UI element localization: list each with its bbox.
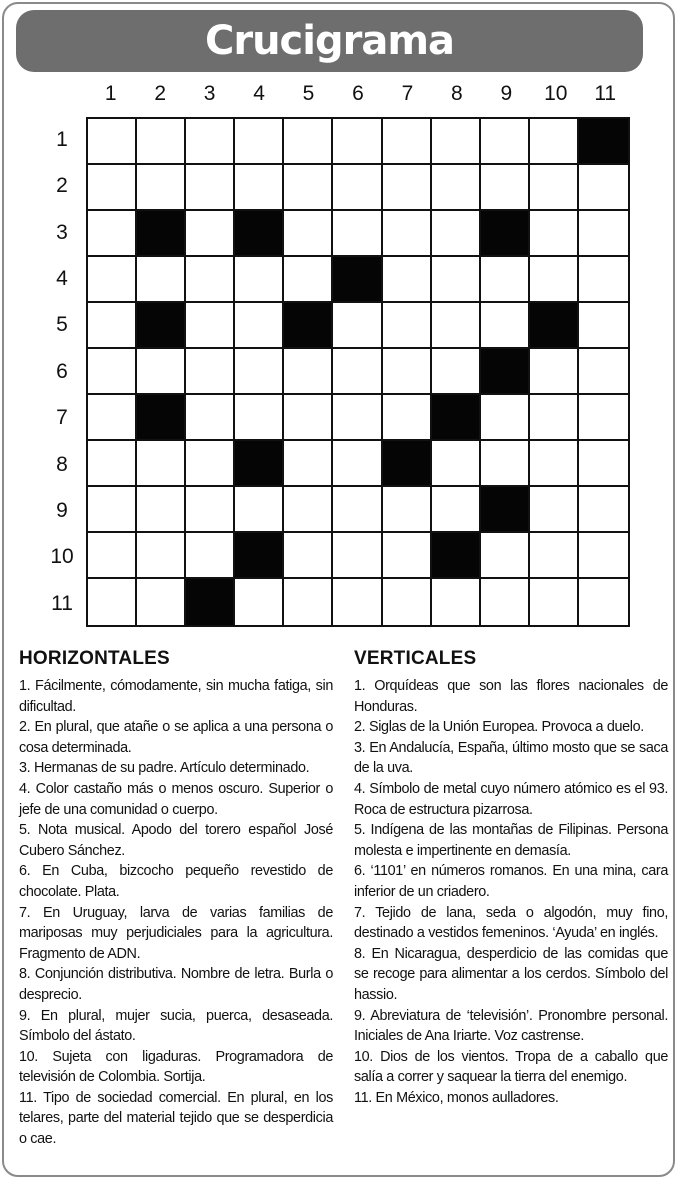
grid-cell[interactable] [530, 579, 579, 625]
grid-cell[interactable] [284, 395, 333, 441]
grid-cell[interactable] [383, 579, 432, 625]
grid-cell[interactable] [383, 211, 432, 257]
grid-cell[interactable] [284, 257, 333, 303]
grid-cell[interactable] [137, 349, 186, 395]
clue-item: 8. Conjunción distributiva. Nombre de letra. Burla o desprecio. [19, 966, 333, 1003]
clue-item: 10. Sujeta con ligaduras. Programadora de televisión de Colombia. Sortija. [19, 1048, 333, 1086]
black-cell [186, 579, 235, 625]
black-cell [284, 303, 333, 349]
clue-item: 6. ‘1101’ en números romanos. En una mina, cara inferior de un criadero. [354, 863, 668, 900]
row-number: 9 [56, 498, 68, 522]
black-cell [235, 441, 284, 487]
grid-cell[interactable] [186, 487, 235, 533]
clue-item: 7. En Uruguay, larva de varias familias de mariposas muy perjudiciales para la agricultura. Fragmento de ADN. [19, 904, 333, 962]
grid-cell[interactable] [481, 395, 530, 441]
grid-cell[interactable] [235, 487, 284, 533]
grid-cell[interactable] [186, 119, 235, 165]
black-cell [235, 211, 284, 257]
grid-cell[interactable] [481, 533, 530, 579]
black-cell [432, 533, 481, 579]
grid-cell[interactable] [383, 487, 432, 533]
crossword-grid [86, 117, 630, 627]
grid-cell[interactable] [481, 579, 530, 625]
vertical-clue-list [354, 676, 668, 1108]
clue-item: 2. En plural, que atañe o se aplica a una persona o cosa determinada. [19, 719, 333, 756]
clue-item: 9. Abreviatura de ‘televisión’. Pronombre personal. Iniciales de Ana Iriarte. Voz castrense. [354, 1007, 668, 1045]
row-number: 6 [56, 359, 68, 383]
row-number: 11 [51, 591, 73, 615]
grid-cell[interactable] [333, 487, 382, 533]
grid-cell[interactable] [383, 165, 432, 211]
clue-item: 3. En Andalucía, España, último mosto que se saca de la uva. [354, 739, 668, 777]
grid-cell[interactable] [530, 441, 579, 487]
grid-cell[interactable] [383, 303, 432, 349]
clue-item: 3. Hermanas de su padre. Artículo determinado. [19, 760, 310, 777]
grid-cell[interactable] [481, 165, 530, 211]
column-number: 8 [451, 82, 463, 105]
row-number: 8 [56, 452, 68, 476]
grid-cell[interactable] [88, 579, 137, 625]
grid-cell[interactable] [432, 211, 481, 257]
grid-cell[interactable] [284, 533, 333, 579]
grid-cell[interactable] [333, 533, 382, 579]
column-number: 11 [594, 82, 617, 105]
grid-cell[interactable] [137, 487, 186, 533]
grid-cell[interactable] [88, 487, 137, 533]
grid-cell[interactable] [333, 579, 382, 625]
grid-cell[interactable] [88, 119, 137, 165]
column-number: 2 [154, 82, 166, 105]
grid-cell[interactable] [88, 165, 137, 211]
grid-cell[interactable] [383, 533, 432, 579]
grid-cell[interactable] [137, 441, 186, 487]
black-cell [530, 303, 579, 349]
clue-item: 5. Indígena de las montañas de Filipinas. Persona molesta e impertinente en demasía. [354, 822, 668, 859]
grid-cell[interactable] [579, 165, 628, 211]
grid-cell[interactable] [235, 303, 284, 349]
grid-cell[interactable] [235, 579, 284, 625]
grid-cell[interactable] [432, 257, 481, 303]
grid-cell[interactable] [432, 441, 481, 487]
grid-cell[interactable] [284, 579, 333, 625]
clue-item: 9. En plural, mujer sucia, puerca, desaseada. Símbolo del ástato. [19, 1007, 333, 1045]
horizontal-clue-list [19, 676, 333, 1150]
grid-cell[interactable] [333, 119, 382, 165]
grid-cell[interactable] [579, 487, 628, 533]
grid-cell[interactable] [481, 119, 530, 165]
black-cell [333, 257, 382, 303]
row-number: 1 [56, 128, 68, 151]
grid-cell[interactable] [88, 211, 137, 257]
grid-cell[interactable] [579, 579, 628, 625]
grid-cell[interactable] [284, 349, 333, 395]
grid-cell[interactable] [88, 349, 137, 395]
grid-cell[interactable] [88, 395, 137, 441]
grid-cell[interactable] [530, 487, 579, 533]
grid-cell[interactable] [383, 349, 432, 395]
grid-cell[interactable] [333, 211, 382, 257]
vertical-clues [354, 648, 668, 1108]
grid-cell[interactable] [530, 257, 579, 303]
grid-cell[interactable] [579, 441, 628, 487]
grid-cell[interactable] [530, 349, 579, 395]
clue-item: 1. Orquídeas que son las flores nacionales de Honduras. [354, 678, 668, 715]
grid-cell[interactable] [333, 395, 382, 441]
grid-cell[interactable] [333, 441, 382, 487]
grid-cell[interactable] [88, 303, 137, 349]
black-cell [235, 533, 284, 579]
grid-cell[interactable] [284, 165, 333, 211]
column-number: 1 [104, 82, 117, 105]
horizontal-clues-heading: HORIZONTALES [19, 648, 170, 669]
column-number: 10 [544, 82, 568, 105]
grid-cell[interactable] [432, 303, 481, 349]
grid-cell[interactable] [579, 211, 628, 257]
grid-cell[interactable] [333, 303, 382, 349]
clue-item: 4. Color castaño más o menos oscuro. Superior o jefe de una comunidad o cuerpo. [19, 780, 333, 818]
column-number: 7 [401, 82, 414, 105]
row-numbers [40, 117, 84, 627]
black-cell [579, 119, 628, 165]
row-number: 7 [56, 406, 68, 430]
grid-cell[interactable] [235, 349, 284, 395]
grid-cell[interactable] [530, 119, 579, 165]
grid-cell[interactable] [186, 303, 235, 349]
clue-item: 11. En México, monos aulladores. [354, 1089, 559, 1106]
grid-cell[interactable] [284, 119, 333, 165]
black-cell [137, 303, 186, 349]
black-cell [137, 211, 186, 257]
grid-cell[interactable] [530, 533, 579, 579]
black-cell [137, 395, 186, 441]
column-number: 3 [203, 82, 216, 105]
grid-cell[interactable] [579, 257, 628, 303]
grid-cell[interactable] [333, 165, 382, 211]
grid-cell[interactable] [579, 349, 628, 395]
grid-cell[interactable] [530, 211, 579, 257]
row-number: 2 [56, 174, 68, 198]
grid-cell[interactable] [333, 349, 382, 395]
grid-cell[interactable] [284, 487, 333, 533]
grid-cell[interactable] [88, 441, 137, 487]
column-number: 9 [500, 82, 513, 105]
grid-cell[interactable] [383, 395, 432, 441]
vertical-clues-heading: VERTICALES [354, 648, 477, 669]
grid-cell[interactable] [137, 533, 186, 579]
clue-item: 5. Nota musical. Apodo del torero español José Cubero Sánchez. [19, 822, 333, 859]
black-cell [383, 441, 432, 487]
grid-cell[interactable] [530, 395, 579, 441]
grid-cell[interactable] [432, 579, 481, 625]
grid-cell[interactable] [235, 395, 284, 441]
clue-item: 10. Dios de los vientos. Tropa de a caballo que salía a correr y saquear la tierra del enemigo. [354, 1048, 668, 1086]
grid-cell[interactable] [481, 303, 530, 349]
clue-item: 2. Siglas de la Unión Europea. Provoca a duelo. [354, 719, 644, 736]
grid-cell[interactable] [579, 533, 628, 579]
clue-item: 4. Símbolo de metal cuyo número atómico es el 93. Roca de estructura pizarrosa. [354, 780, 668, 818]
row-number: 10 [50, 545, 74, 569]
grid-cell[interactable] [284, 441, 333, 487]
grid-cell[interactable] [432, 119, 481, 165]
grid-cell[interactable] [186, 257, 235, 303]
page-title: Crucigrama [204, 18, 454, 64]
black-cell [481, 349, 530, 395]
grid-cell[interactable] [137, 165, 186, 211]
clue-item: 1. Fácilmente, cómodamente, sin mucha fatiga, sin dificultad. [19, 678, 333, 715]
grid-cell[interactable] [579, 395, 628, 441]
grid-cell[interactable] [432, 487, 481, 533]
row-number: 3 [56, 220, 68, 244]
row-number: 5 [56, 313, 68, 337]
grid-cell[interactable] [88, 257, 137, 303]
column-number: 5 [302, 82, 315, 105]
grid-cell[interactable] [481, 441, 530, 487]
column-number: 6 [352, 82, 364, 105]
clue-item: 6. En Cuba, bizcocho pequeño revestido de chocolate. Plata. [19, 863, 333, 900]
grid-cell[interactable] [137, 119, 186, 165]
grid-cell[interactable] [235, 119, 284, 165]
grid-cell[interactable] [186, 441, 235, 487]
grid-cell[interactable] [235, 257, 284, 303]
title-banner [16, 10, 643, 72]
column-number: 4 [253, 82, 265, 105]
black-cell [481, 211, 530, 257]
grid-cell[interactable] [579, 303, 628, 349]
grid-cell[interactable] [88, 533, 137, 579]
black-cell [432, 395, 481, 441]
clue-item: 8. En Nicaragua, desperdicio de las comidas que se recoge para alimentar a los cerdos. Símbolo del hassio. [354, 945, 668, 1003]
grid-cell[interactable] [186, 211, 235, 257]
grid-cell[interactable] [284, 211, 333, 257]
grid-cell[interactable] [137, 579, 186, 625]
grid-cell[interactable] [137, 257, 186, 303]
row-number: 4 [56, 267, 68, 291]
clue-item: 11. Tipo de sociedad comercial. En plural, en los telares, parte del material tejido que se desperdicia o cae. [19, 1089, 333, 1148]
horizontal-clues [19, 648, 333, 1150]
grid-cell[interactable] [432, 349, 481, 395]
grid-cell[interactable] [235, 165, 284, 211]
clue-item: 7. Tejido de lana, seda o algodón, muy fino, destinado a vestidos femeninos. ‘Ayuda’ en inglés. [354, 904, 668, 942]
grid-cell[interactable] [432, 165, 481, 211]
grid-cell[interactable] [481, 257, 530, 303]
grid-cell[interactable] [186, 349, 235, 395]
grid-cell[interactable] [186, 395, 235, 441]
black-cell [481, 487, 530, 533]
grid-cell[interactable] [383, 119, 432, 165]
column-numbers [86, 82, 630, 112]
grid-cell[interactable] [186, 165, 235, 211]
grid-cell[interactable] [383, 257, 432, 303]
grid-cell[interactable] [186, 533, 235, 579]
grid-cell[interactable] [530, 165, 579, 211]
